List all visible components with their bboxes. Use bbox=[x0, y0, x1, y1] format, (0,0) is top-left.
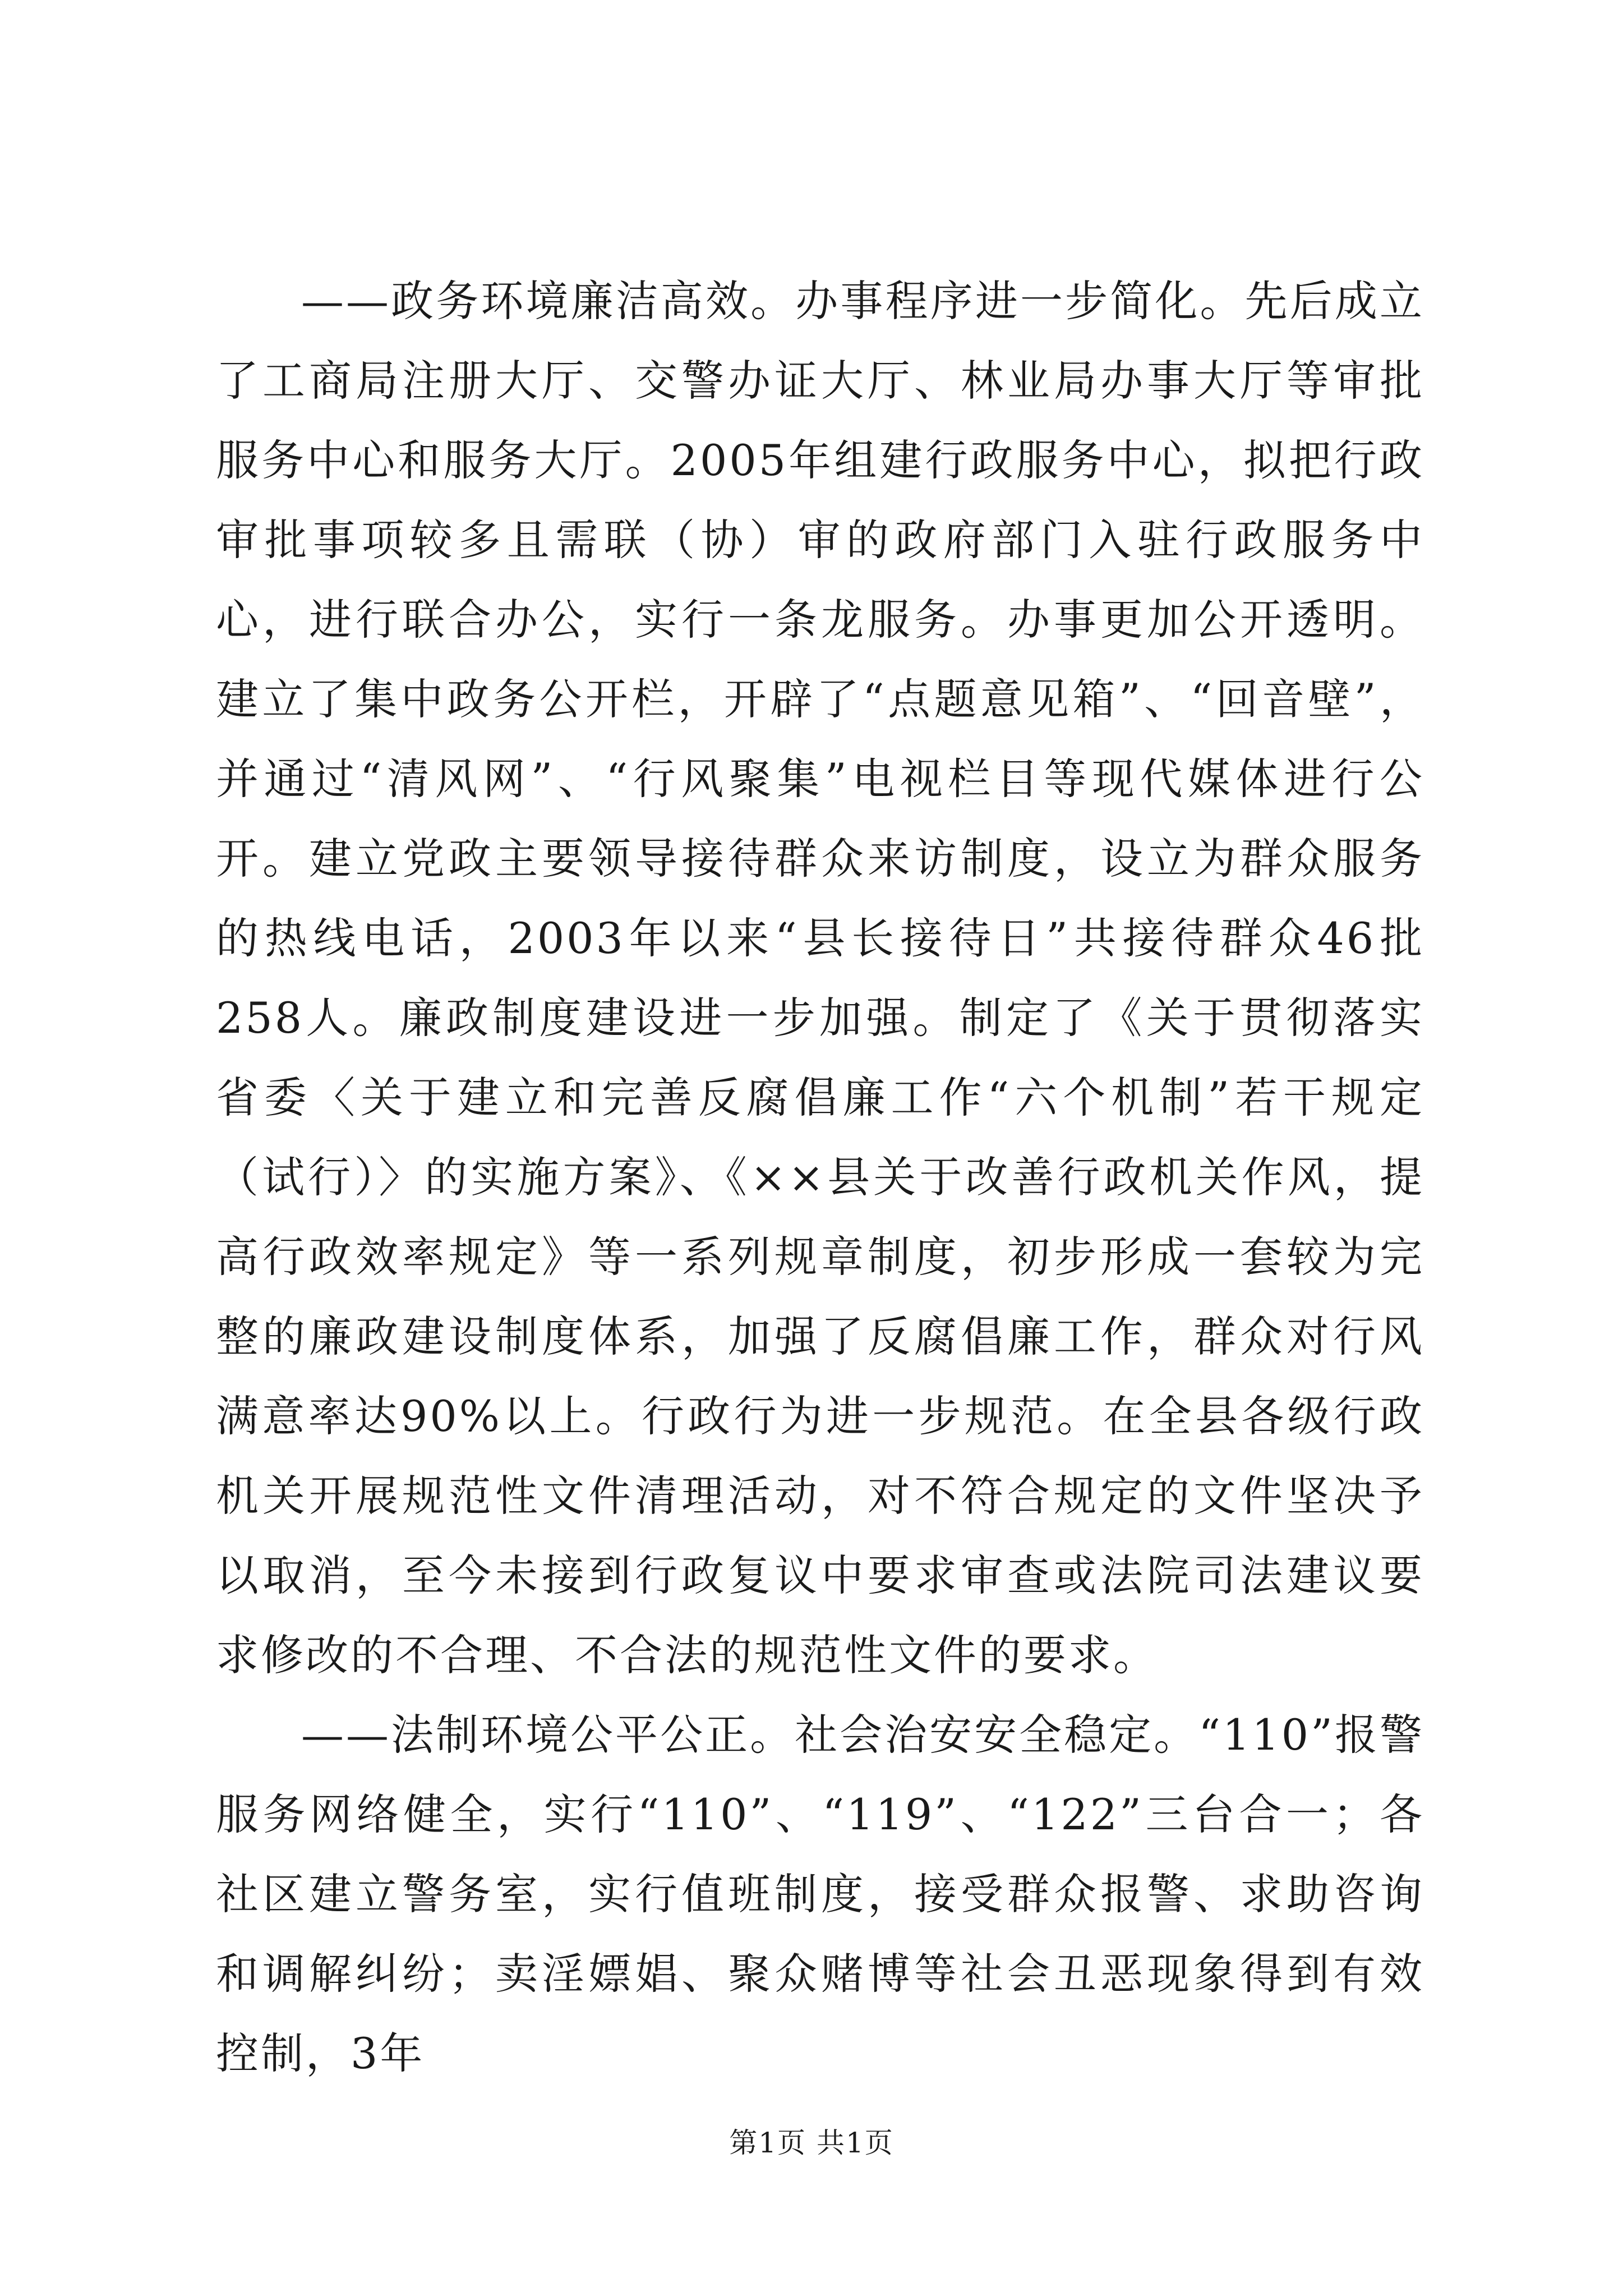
document-body bbox=[216, 261, 1424, 2093]
page-footer: 第1页 共1页 bbox=[729, 2127, 894, 2159]
paragraph-legal-environment: ——法制环境公平公正。社会治安安全稳定。“110”报警服务网络健全，实行“110”、“119”、“122”三台合一；各社区建立警务室，实行值班制度，接受群众报警、求助咨询和调解纠纷；卖淫嫖娼、聚众赌博等社会丑恶现象得到有效控制，3年 bbox=[216, 1710, 1424, 2078]
paragraph-government-environment: ——政务环境廉洁高效。办事程序进一步简化。先后成立了工商局注册大厅、交警办证大厅、林业局办事大厅等审批服务中心和服务大厅。2005年组建行政服务中心，拟把行政审批事项较多且需联（协）审的政府部门入驻行政服务中心，进行联合办公，实行一条龙服务。办事更加公开透明。建立了集中政务公开栏，开辟了“点题意见箱”、“回音壁”，并通过“清风网”、“行风聚集”电视栏目等现代媒体进行公开。建立党政主要领导接待群众来访制度，设立为群众服务的热线电话，2003年以来“县长接待日”共接待群众46批258人。廉政制度建设进一步加强。制定了《关于贯彻落实省委〈关于建立和完善反腐倡廉工作“六个机制”若干规定（试行）〉的实施方案》、《××县关于改善行政机关作风，提高行政效率规定》等一系列规章制度，初步形成一套较为完整的廉政建设制度体系，加强了反腐倡廉工作，群众对行风满意率达90%以上。行政行为进一步规范。在全县各级行政机关开展规范性文件清理活动，对不符合规定的文件坚决予以取消，至今未接到行政复议中要求审查或法院司法建议要求修改的不合理、不合法的规范性文件的要求。 bbox=[216, 276, 1424, 1680]
